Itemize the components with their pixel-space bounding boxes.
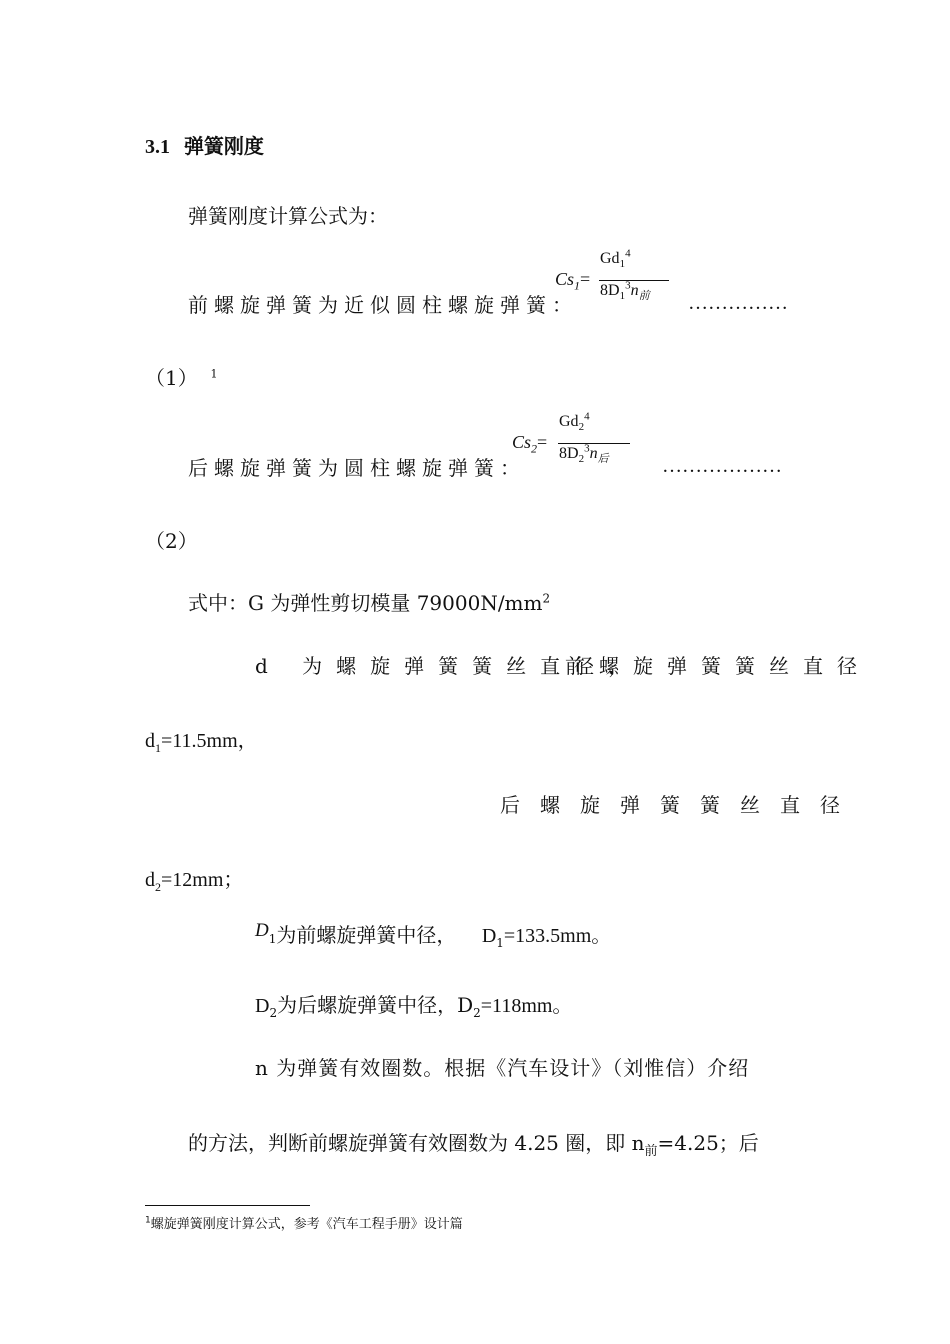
equation-number-2: （2） bbox=[145, 529, 198, 553]
front-wire-diameter-label: 前螺旋弹簧簧丝直径 bbox=[565, 654, 871, 678]
section-title: 弹簧刚度 bbox=[183, 134, 264, 158]
front-formula-bar bbox=[599, 280, 669, 281]
footnote bbox=[145, 1213, 463, 1232]
front-stiffness-formula bbox=[555, 245, 675, 305]
section-number: 3.1 bbox=[145, 136, 170, 158]
front-leader-dots: …………… bbox=[688, 292, 788, 314]
rear-formula-numerator: $Gd_2^4$ bbox=[559, 410, 590, 434]
shear-modulus-line: 式中：G 为弹性剪切模量 $79000N/mm^2$ bbox=[188, 591, 551, 615]
footnote-ref-1[interactable]: 1 bbox=[210, 367, 218, 381]
footnote-mark: 1 bbox=[145, 1215, 151, 1226]
rear-spring-label: 后螺旋弹簧为圆柱螺旋弹簧： bbox=[188, 456, 526, 480]
rear-wire-diameter-value: $d_2=12mm$； bbox=[145, 869, 244, 894]
rear-formula-lhs: $Cs_2=$ bbox=[512, 432, 548, 456]
coil-count-line-1: n 为弹簧有效圈数。根据《汽车设计》（刘惟信）介绍 bbox=[255, 1056, 750, 1080]
wire-diameter-line: d 为螺旋弹簧簧丝直径， bbox=[255, 654, 643, 678]
front-formula-lhs: $Cs_1=$ bbox=[555, 269, 591, 293]
coil-count-line-2: 的方法，判断前螺旋弹簧有效圈数为 4.25 圈，即 $n_前=4.25$；后 bbox=[188, 1131, 759, 1159]
front-mean-diameter-line: $D_1$为前螺旋弹簧中径， $D_1=133.5mm$。 bbox=[255, 920, 612, 950]
front-formula-denominator: $8D_1^3n_前$ bbox=[600, 279, 650, 303]
front-spring-label: 前螺旋弹簧为近似圆柱螺旋弹簧： bbox=[188, 293, 578, 317]
front-formula-numerator: $Gd_1^4$ bbox=[600, 247, 631, 271]
footnote-separator bbox=[145, 1205, 310, 1206]
rear-stiffness-formula bbox=[512, 408, 632, 468]
rear-mean-diameter-line: $D_2$为后螺旋弹簧中径，$D_2=118mm$。 bbox=[255, 993, 573, 1020]
section-heading bbox=[145, 130, 264, 159]
rear-leader-dots: ……………… bbox=[662, 455, 782, 477]
front-wire-diameter-value: $d_1=11.5mm$， bbox=[145, 730, 258, 755]
rear-wire-diameter-label: 后螺旋弹簧簧丝直径 bbox=[500, 793, 860, 817]
equation-number-1: （1） $^1$ bbox=[145, 366, 218, 390]
footnote-text: 螺旋弹簧刚度计算公式，参考《汽车工程手册》设计篇 bbox=[150, 1217, 463, 1232]
intro-text: 弹簧刚度计算公式为： bbox=[188, 204, 388, 228]
rear-formula-denominator: $8D_2^3n_后$ bbox=[559, 442, 609, 466]
rear-formula-bar bbox=[558, 443, 630, 444]
